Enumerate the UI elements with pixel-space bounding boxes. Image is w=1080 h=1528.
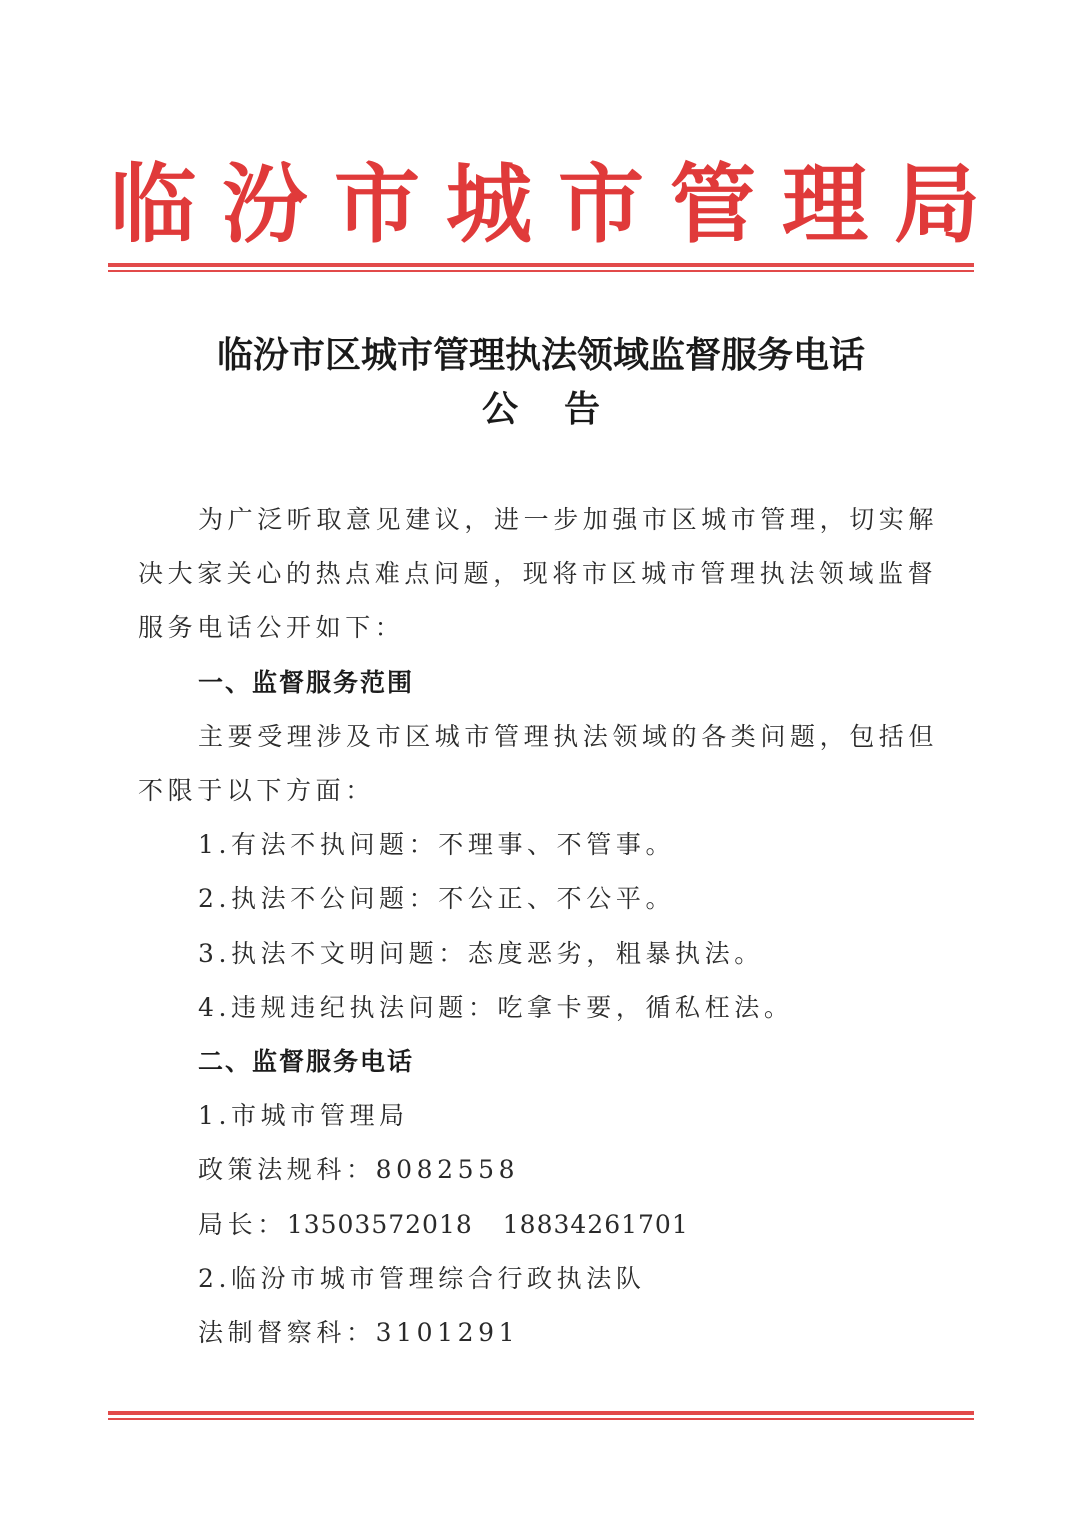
notice-title: 临汾市区城市管理执法领域监督服务电话 [216, 334, 865, 376]
phone-line-director [138, 1198, 938, 1252]
letterhead-org-name: 临汾市城市管理局 [110, 155, 1006, 255]
scope-item: 3.执法不文明问题：态度恶劣，粗暴执法。 [198, 938, 764, 968]
scope-desc-line: 不限于以下方面： [138, 776, 375, 806]
director-phone: 18834261701 [502, 1209, 689, 1239]
scope-item: 4.违规违纪执法问题：吃拿卡要，循私枉法。 [198, 992, 794, 1022]
letterhead-rule-top [108, 263, 974, 267]
intro-line: 决大家关心的热点难点问题，现将市区城市管理执法领域监督 [138, 559, 938, 589]
section-heading-scope: 一、监督服务范围 [198, 667, 415, 697]
letterhead-rule-bottom [108, 270, 974, 272]
director-label: 局长： [198, 1209, 287, 1239]
scope-item: 1.有法不执问题：不理事、不管事。 [198, 830, 676, 860]
footer-rule-bottom [108, 1418, 974, 1420]
scope-desc-line: 主要受理涉及市区城市管理执法领域的各类问题，包括但 [198, 721, 939, 751]
org-name: 2.临汾市城市管理综合行政执法队 [198, 1263, 646, 1293]
phone-line-legal: 法制督察科：3101291 [198, 1318, 520, 1348]
footer-rule-top [108, 1411, 974, 1415]
intro-line: 为广泛听取意见建议，进一步加强市区城市管理，切实解 [198, 505, 939, 534]
phone-line-policy: 政策法规科：8082558 [198, 1155, 520, 1185]
director-phone: 13503572018 [286, 1209, 473, 1239]
scope-item: 2.执法不公问题：不公正、不公平。 [198, 884, 676, 914]
org-name: 1.市城市管理局 [198, 1101, 409, 1131]
section-heading-phones: 二、监督服务电话 [198, 1047, 415, 1077]
notice-subtitle: 公告 [481, 388, 646, 430]
intro-line: 服务电话公开如下： [138, 613, 405, 643]
notice-body [138, 493, 938, 1360]
